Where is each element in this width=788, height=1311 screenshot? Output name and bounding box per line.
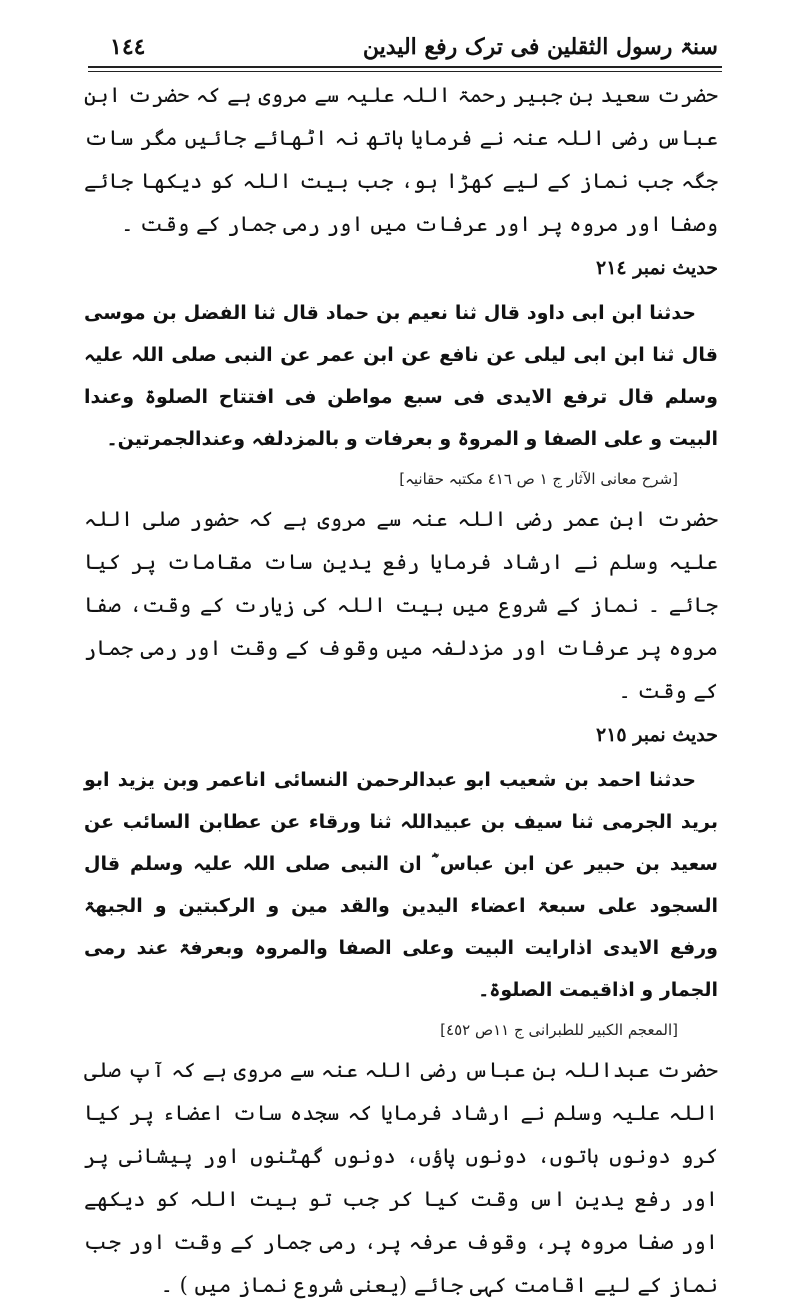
page-header <box>110 26 718 60</box>
header-rule-thick <box>88 66 722 68</box>
running-title: سنۃ رسول الثقلین فی ترک رفع الیدین <box>362 34 718 60</box>
arabic-hadith-text: حدثنا احمد بن شعیب ابو عبدالرحمن النسائی اناعمر وبن یزید ابو برید الجرمی ثنا سیف بن عبیداللہ ثنا ورقاء عن عطابن السائب عن سعید بن حبیر عن ابن عباس ؓ ان النبی صلی اللہ علیہ وسلم قال السجود علی سبعۃ اعضاء الیدین والقد مین و الرکبتین و الجبھۃ ورفع الایدی اذارایت البیت وعلی الصفا والمروہ وبعرفۃ عند رمی الجمار و اذاقیمت الصلوۃ۔ <box>84 769 718 1001</box>
source-reference: [شرح معانی الآثار ج ١ ص ٤١٦ مکتبہ حقانیہ] <box>399 470 678 488</box>
hadith-number-heading: حدیث نمبر ٢١٤ <box>595 257 718 279</box>
page-number: ١٤٤ <box>110 34 146 60</box>
urdu-translation-paragraph: حضرت عبداللہ بن عباس رضی اللہ عنہ سے مروی ہے کہ آپ صلی اللہ علیہ وسلم نے ارشاد فرمایا کہ سجدہ سات اعضاء پر کیا کرو دونوں ہاتوں، دونوں پاؤں، دونوں گھٹنوں اور پیشانی پر اور رفع یدین اس وقت کیا کر جب تو بیت اللہ کو دیکھے اور صفا مروہ پر، وقوف عرفہ پر، رمی جمار کے وقت اور جب نماز کے لیے اقامت کہی جائے (یعنی شروع نماز میں ) ۔ <box>84 1058 718 1297</box>
source-reference: [المعجم الکبیر للطبرانی ج ١١ص ٤٥٢] <box>440 1021 678 1039</box>
header-rule-thin <box>88 71 722 72</box>
page-content <box>84 74 718 1311</box>
urdu-translation-paragraph: حضرت سعید بن جبیر رحمۃ اللہ علیہ سے مروی ہے کہ حضرت ابن عباس رضی اللہ عنہ نے فرمایا ہاتھ نہ اٹھائے جائیں مگر سات جگہ جب نماز کے لیے کھڑا ہو، جب بیت اللہ کو دیکھا جائے وصفا اور مروہ پر اور عرفات میں اور رمی جمار کے وقت ۔ <box>84 83 718 236</box>
hadith-number-heading: حدیث نمبر ٢١٥ <box>595 724 718 746</box>
urdu-translation-paragraph: حضرت ابن عمر رضی اللہ عنہ سے مروی ہے کہ حضور صلی اللہ علیہ وسلم نے ارشاد فرمایا رفع یدین سات مقامات پر کیا جائے ۔ نماز کے شروع میں بیت اللہ کی زیارت کے وقت، صفا مروہ پر عرفات اور مزدلفہ میں وقوف کے وقت اور رمی جمار کے وقت ۔ <box>84 507 718 703</box>
arabic-hadith-text: حدثنا ابن ابی داود قال ثنا نعیم بن حماد قال ثنا الفضل بن موسی قال ثنا ابن ابی لیلی عن نافع عن ابن عمر عن النبی صلی اللہ علیہ وسلم قال ترفع الایدی فی سبع مواطن فی افتتاح الصلوۃ وعندا البیت و علی الصفا و المروۃ و بعرفات و بالمزدلفہ وعندالجمرتین۔ <box>84 302 718 450</box>
